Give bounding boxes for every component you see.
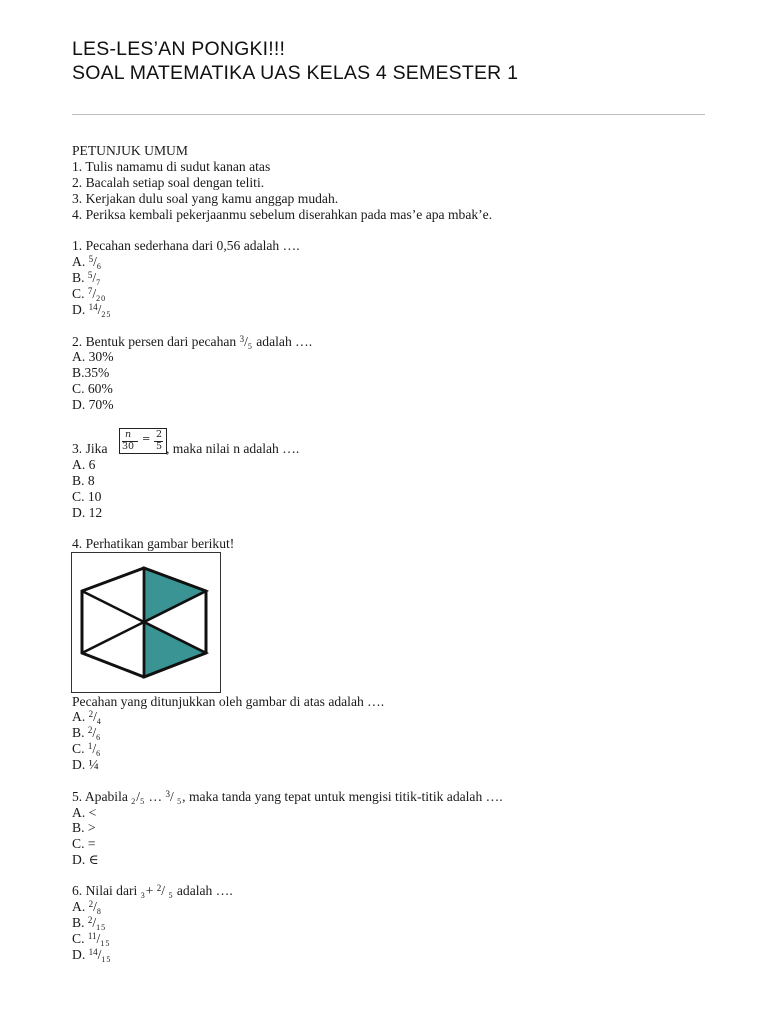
formula-denominator-right: 5 <box>156 441 163 452</box>
instructions-title: PETUNJUK UMUM <box>72 143 188 158</box>
header-divider <box>72 114 705 115</box>
formula-denominator-left: 30 <box>122 441 135 452</box>
question-3-formula <box>119 428 167 454</box>
question-3-option-d: D. 12 <box>72 505 103 520</box>
question-2-option-d: D. 70% <box>72 397 114 412</box>
question-6-option-d: D. $^{14}/_{15}$ <box>72 947 112 964</box>
question-5-option-c: C. = <box>72 836 96 851</box>
question-6-stem: 6. Nilai dari $_3$+ $^2$/ $_5$ adalah …. <box>72 883 233 900</box>
header-title: LES-LES’AN PONGKI!!! <box>72 38 286 60</box>
hexagon-figure <box>71 552 221 693</box>
question-2-option-c: C. 60% <box>72 381 113 396</box>
question-5-stem: 5. Apabila $_2/_5$ … $^3$/ $_5$, maka tanda yang tepat untuk mengisi titik-titik adalah …. <box>72 789 503 806</box>
formula-numerator-right: 2 <box>156 429 163 440</box>
question-4-stem: 4. Perhatikan gambar berikut! <box>72 536 235 551</box>
question-4-option-a: A. $^2/_4$ <box>72 709 102 726</box>
question-5-option-b: B. > <box>72 820 96 835</box>
question-6-option-b: B. $^2/_{15}$ <box>72 915 107 932</box>
question-1-stem: 1. Pecahan sederhana dari 0,56 adalah …. <box>72 238 300 253</box>
question-3-stem-after: , maka nilai n adalah …. <box>166 441 300 456</box>
instruction-item: 1. Tulis namamu di sudut kanan atas <box>72 159 271 174</box>
question-6-option-a: A. $^2/_8$ <box>72 899 102 916</box>
header-subtitle: SOAL MATEMATIKA UAS KELAS 4 SEMESTER 1 <box>72 62 519 84</box>
question-1-option-b: B. $^5/_7$ <box>72 270 102 287</box>
formula-equals: = <box>142 434 151 445</box>
question-5-option-a: A. < <box>72 805 97 820</box>
question-2-option-a: A. 30% <box>72 349 114 364</box>
question-4-question: Pecahan yang ditunjukkan oleh gambar di atas adalah …. <box>72 694 385 709</box>
hexagon-diagram <box>72 553 220 692</box>
question-4-option-d: D. ¼ <box>72 757 99 772</box>
question-1-option-c: C. $^7/_{20}$ <box>72 286 107 303</box>
question-1-option-a: A. $^5/_6$ <box>72 254 102 271</box>
question-3-option-b: B. 8 <box>72 473 95 488</box>
instruction-item: 4. Periksa kembali pekerjaanmu sebelum diserahkan pada mas’e apa mbak’e. <box>72 207 493 222</box>
question-6-option-c: C. $^{11}/_{15}$ <box>72 931 111 948</box>
question-3-stem-before: 3. Jika <box>72 441 108 456</box>
question-5-option-d: D. ∈ <box>72 852 99 867</box>
question-2-option-b: B.35% <box>72 365 110 380</box>
formula-numerator-left: n <box>125 429 132 440</box>
question-4-option-c: C. $^1/_6$ <box>72 741 102 758</box>
question-3-option-a: A. 6 <box>72 457 96 472</box>
question-1-option-d: D. $^{14}/_{25}$ <box>72 302 112 319</box>
question-2-stem: 2. Bentuk persen dari pecahan $^3/_5$ adalah …. <box>72 334 313 351</box>
instruction-item: 3. Kerjakan dulu soal yang kamu anggap mudah. <box>72 191 339 206</box>
question-3-option-c: C. 10 <box>72 489 102 504</box>
instruction-item: 2. Bacalah setiap soal dengan teliti. <box>72 175 265 190</box>
question-4-option-b: B. $^2/_6$ <box>72 725 102 742</box>
